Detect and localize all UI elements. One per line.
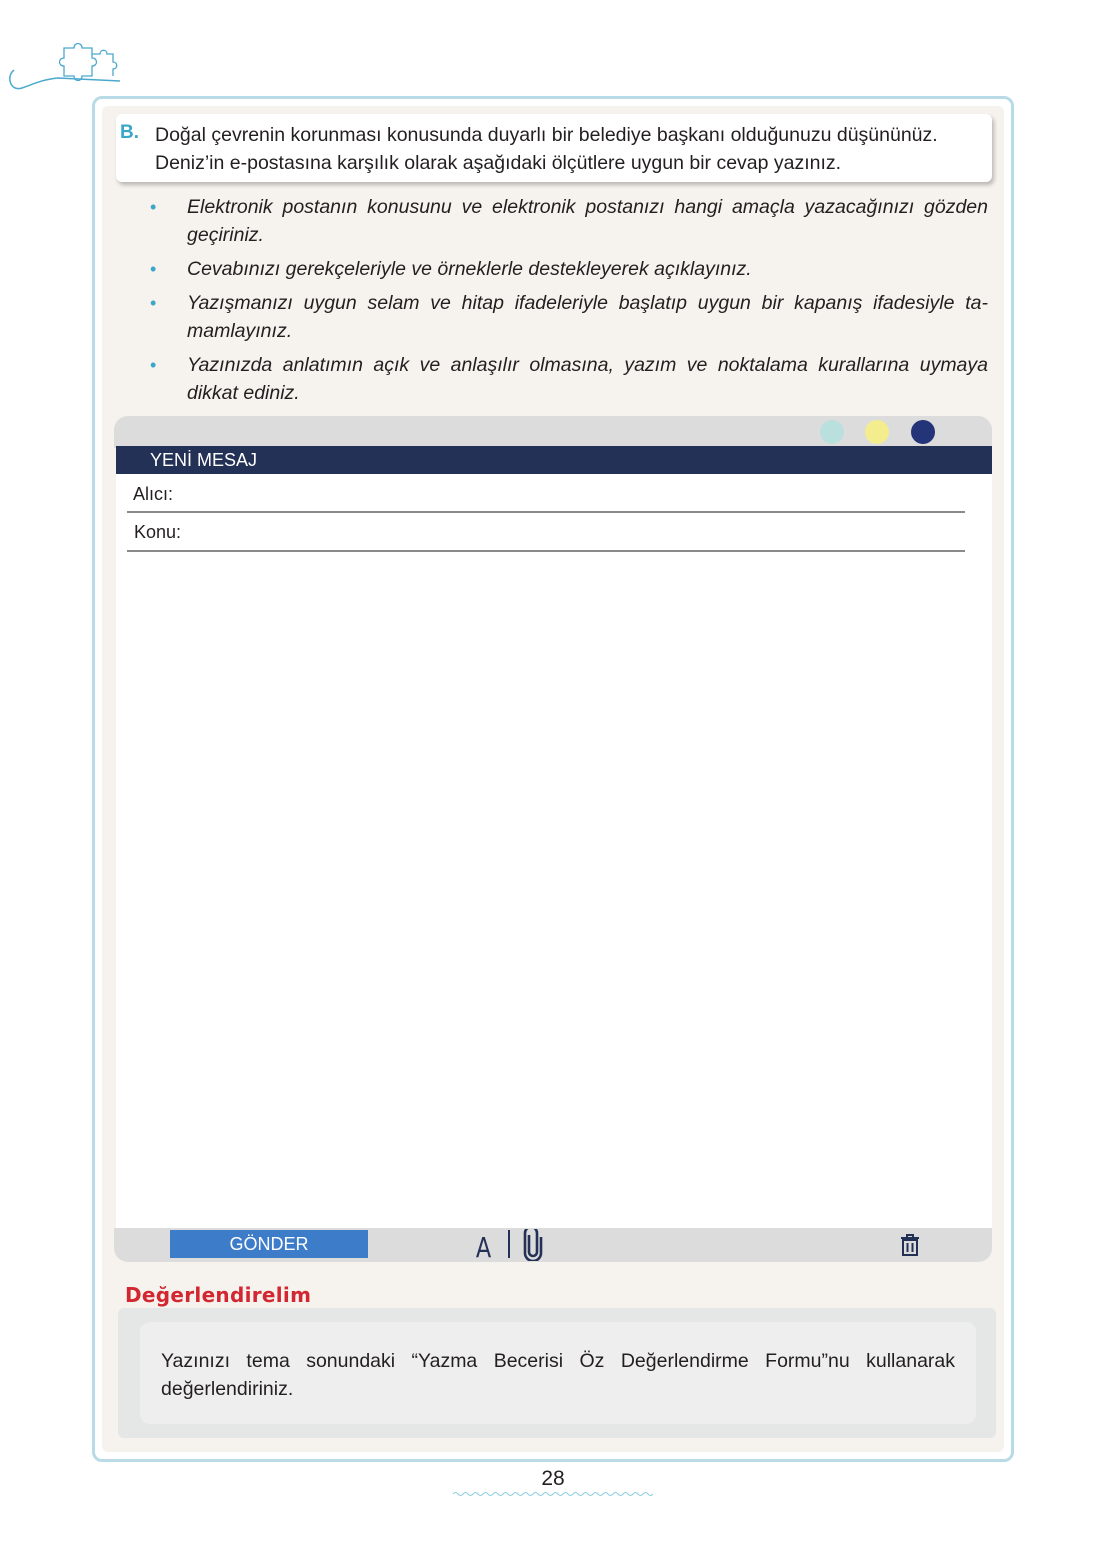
theme-header <box>0 40 300 100</box>
window-dot-yellow[interactable] <box>865 420 889 444</box>
subject-label: Konu: <box>134 522 182 542</box>
send-button[interactable]: GÖNDER <box>170 1230 368 1258</box>
mail-compose-area[interactable] <box>116 474 992 1228</box>
window-dot-navy[interactable] <box>911 420 935 444</box>
bullet-icon: • <box>150 293 157 313</box>
criteria-text: Yazışmanızı uygun selam ve hitap ifadeleriyle başlatıp uygun bir kapanış ifadesiyle ta-mamlayınız. <box>187 292 988 342</box>
criteria-item <box>150 289 988 345</box>
criteria-item <box>150 193 988 249</box>
page-number: 28 <box>541 1467 565 1490</box>
task-instruction: Doğal çevrenin korunması konusunda duyarlı bir belediye başkanı olduğunuzu düşününüz. Deniz’in e-postasına karşılık olarak aşağıdaki ölçütlere uygun bir cevap yazınız. <box>155 124 938 174</box>
trash-icon[interactable] <box>898 1232 922 1258</box>
window-dot-teal[interactable] <box>820 420 844 444</box>
criteria-text: Cevabınızı gerekçeleriyle ve örneklerle destekleyerek açıklayınız. <box>187 258 752 280</box>
criteria-item <box>150 351 988 407</box>
mail-window-titlebar <box>114 416 992 448</box>
recipient-field[interactable] <box>127 511 965 513</box>
criteria-item <box>150 255 988 283</box>
bullet-icon: • <box>150 197 157 217</box>
evaluation-text: Yazınızı tema sonundaki “Yazma Becerisi Öz Değerlendirme Formu”nu kullanarak değerlendiriniz. <box>161 1350 955 1400</box>
puzzle-swirl-icon <box>0 40 120 100</box>
wave-decoration <box>453 1490 653 1498</box>
criteria-text: Elektronik postanın konusunu ve elektronik postanızı hangi amaçla yazacağınızı gözden geçiriniz. <box>187 196 988 246</box>
subject-field[interactable] <box>127 550 965 552</box>
recipient-label: Alıcı: <box>133 484 174 504</box>
criteria-text: Yazınızda anlatımın açık ve anlaşılır olmasına, yazım ve noktalama kurallarına uymaya dikkat ediniz. <box>187 354 988 404</box>
new-message-label: YENİ MESAJ <box>150 450 258 470</box>
text-format-icon[interactable]: A <box>475 1231 492 1264</box>
bullet-icon: • <box>150 259 157 279</box>
paperclip-icon[interactable] <box>522 1229 544 1261</box>
evaluation-title: Değerlendirelim <box>125 1283 312 1307</box>
toolbar-divider <box>508 1230 510 1258</box>
task-letter: B. <box>120 122 139 143</box>
bullet-icon: • <box>150 355 157 375</box>
criteria-list <box>150 193 988 413</box>
mail-header-bar <box>116 446 992 474</box>
